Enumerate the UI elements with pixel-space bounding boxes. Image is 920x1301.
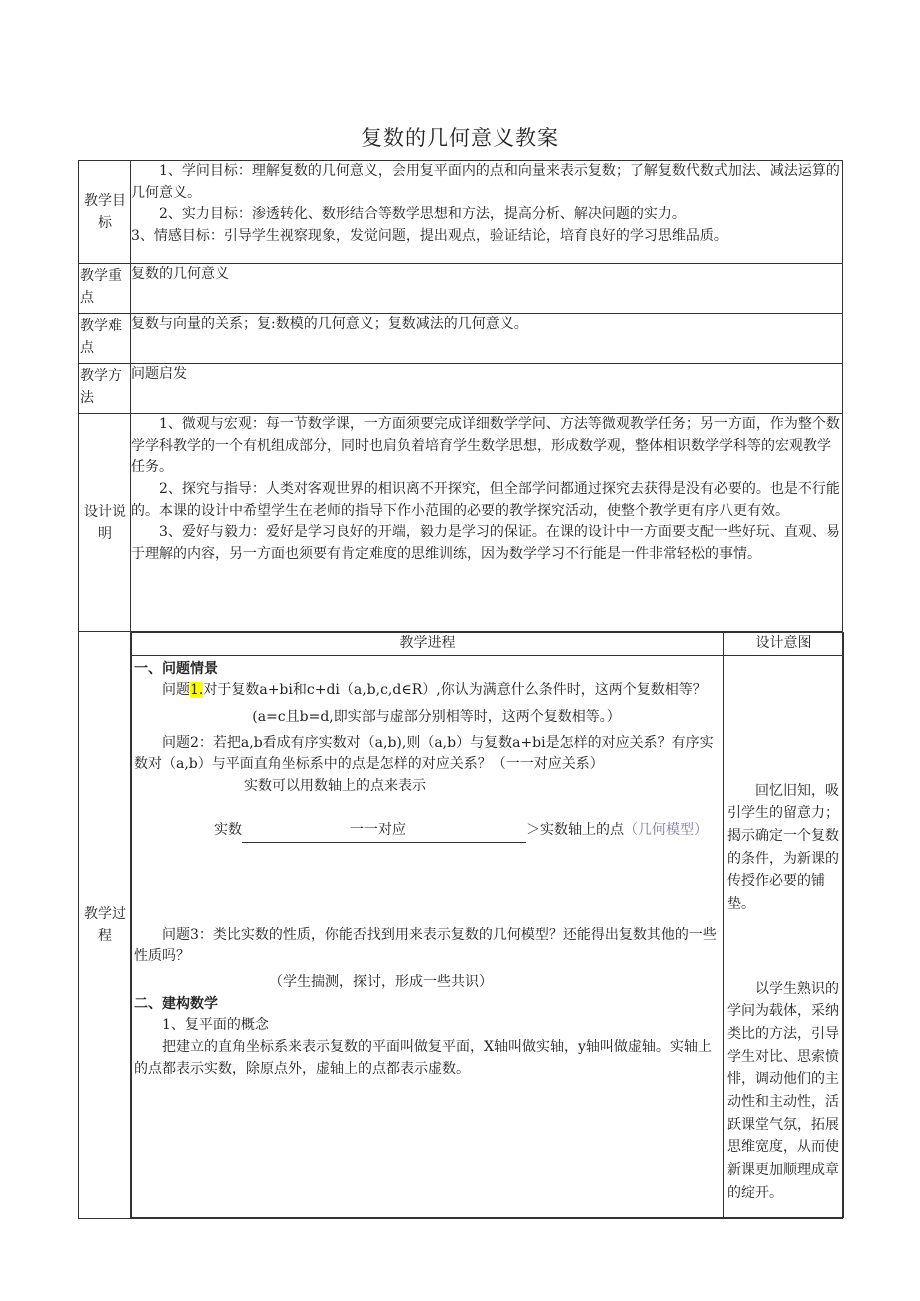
question-1-number: 1. [190,682,204,699]
mapping-underline [406,820,526,843]
col-header-progress: 教学进程 [132,633,724,656]
label-method: 教学方法 [79,364,131,414]
key-content: 复数的几何意义 [131,264,843,314]
label-design: 设计说明 [79,414,131,632]
mapping-middle: 一一对应 [350,820,406,843]
row-key [79,264,843,314]
row-difficulty [79,314,843,364]
row-goals [79,161,843,264]
mapping-right: ＞实数轴上的点 [526,821,624,838]
question-1-text: 对于复数a+bi和c+di（a,b,c,d∈R）,你认为满意什么条件时，这两个复数相等？ [203,682,707,699]
row-process [79,632,843,1219]
goal-line: 3、情感目标：引导学生视察现象，发觉问题，提出观点，验证结论，培育良好的学习思维品质。 [131,228,728,245]
section-heading: 二、建构数学 [134,995,218,1012]
question-3-note: （学生揣测，探讨，形成一些共识） [269,973,493,990]
goal-line: 2、实力目标：渗透转化、数形结合等数学思想和方法，提高分析、解决问题的实力。 [159,206,686,223]
label-key: 教学重点 [79,264,131,314]
difficulty-content: 复数与向量的关系；复:数模的几何意义；复数减法的几何意义。 [131,314,843,364]
question-1-prefix: 问题 [162,682,190,699]
row-design [79,414,843,632]
row-method [79,364,843,414]
process-content [131,632,843,1219]
subsection-heading: 1、复平面的概念 [162,1017,269,1034]
label-goals: 教学目标 [79,161,131,264]
question-1-answer: (a=c且b=d,即实部与虚部分别相等时，这两个复数相等。） [252,709,621,726]
method-content: 问题启发 [131,364,843,414]
mapping-left: 实数 [214,821,242,838]
label-process: 教学过程 [79,632,131,1219]
section-heading: 一、问题情景 [134,660,218,677]
intent-cell [724,655,844,1217]
question-3: 问题3：类比实数的性质，你能否找到用来表示复数的几何模型？还能得出复数其他的一些性质吗？ [134,926,717,965]
design-para: 3、爱好与毅力：爱好是学习良好的开端，毅力是学习的保证。在课的设计中一方面要支配一些好玩、直观、易于理解的内容，另一方面也须要有肯定难度的思维训练，因为数学学习不行能是一件非常轻松的事情。 [131,524,840,563]
design-para: 1、微观与宏观：每一节数学课，一方面须要完成详细数学学问、方法等微观教学任务；另一方面，作为整个数学学科教学的一个有机组成部分，同时也肩负着培育学生数学思想，形成数学观，整体相识数学学科等的宏观教学任务。 [131,416,840,476]
intent-2: 以学生熟识的学问为载体，采纳类比的方法，引导学生对比、思索愤悱，调动他们的主动性和主动性，活跃课堂气氛，拓展思维宽度，从而使新课更加顺理成章的绽开。 [727,980,839,1201]
mapping-model: （几何模型） [624,821,708,838]
page-title: 复数的几何意义教案 [361,126,559,150]
process-inner-table [131,632,844,1218]
col-header-intent: 设计意图 [724,633,844,656]
question-1 [134,680,719,702]
label-difficulty: 教学难点 [79,314,131,364]
lesson-plan-table [78,160,843,1219]
spacer [134,843,719,925]
goal-line: 1、学问目标：理解复数的几何意义，会用复平面内的点和向量来表示复数；了解复数代数式加法、减法运算的几何意义。 [131,163,840,201]
goals-content [131,161,843,264]
progress-cell [132,655,724,1217]
complex-plane-definition: 把建立的直角坐标系来表示复数的平面叫做复平面，X轴叫做实轴，y轴叫做虚轴。实轴上的点都表示实数，除原点外，虚轴上的点都表示虚数。 [134,1038,712,1077]
mapping-line [134,820,719,843]
mapping-underline [242,820,350,843]
design-content [131,414,843,632]
design-para: 2、探究与指导：人类对客观世界的相识离不开探究，但全部学问都通过探究去获得是没有必要的。也是不行能的。本课的设计中希望学生在老师的指导下作小范围的必要的教学探究活动，使整个教学更有序八更有效。 [131,481,840,519]
question-2: 问题2：若把a,b看成有序实数对（a,b),则（a,b）与复数a+bi是怎样的对应关系？有序实数对（a,b）与平面直角坐标系中的点是怎样的对应关系？（一一对应关系） [134,734,714,773]
question-2-note: 实数可以用数轴上的点来表示 [244,778,426,795]
intent-1: 回忆旧知，吸引学生的留意力；揭示确定一个复数的条件，为新课的传授作必要的铺垫。 [727,782,839,913]
